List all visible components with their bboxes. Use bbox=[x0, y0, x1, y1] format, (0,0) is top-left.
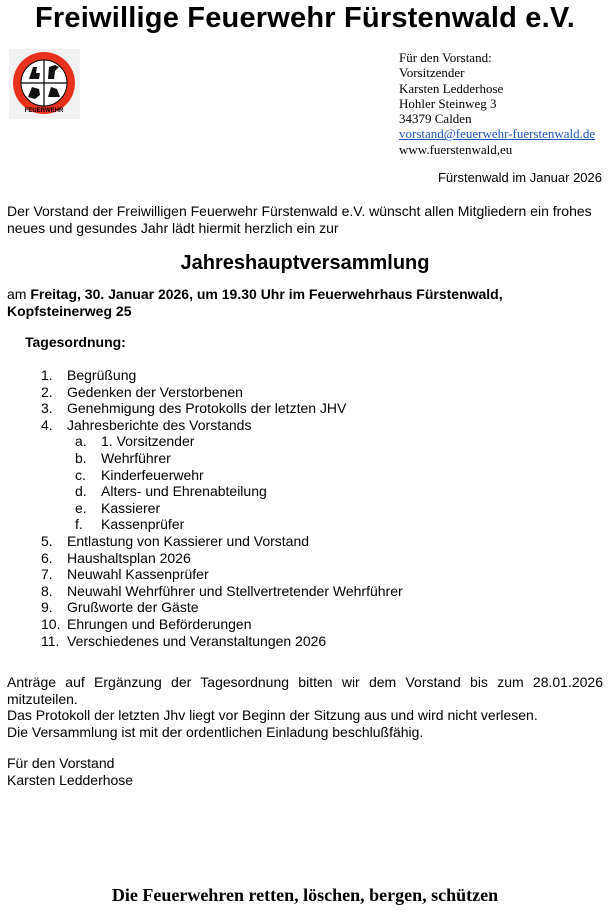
fire-brigade-emblem-icon bbox=[9, 49, 80, 119]
event-date-location: Freitag, 30. Januar 2026, um 19.30 Uhr im Feuerwehrhaus Fürstenwald, Kopfsteinerweg 25 bbox=[7, 286, 503, 319]
agenda-item bbox=[41, 599, 403, 616]
notes-line: mitzuteilen. bbox=[7, 690, 78, 707]
item-text: Gedenken der Verstorbenen bbox=[67, 383, 243, 400]
subitem-letter: f. bbox=[75, 516, 83, 533]
meeting-heading: Jahreshauptversammlung bbox=[180, 252, 430, 274]
subitem-letter: d. bbox=[75, 483, 87, 500]
agenda-item bbox=[41, 583, 403, 600]
item-number: 4. bbox=[41, 416, 53, 433]
address-line: Vorsitzender bbox=[399, 65, 465, 81]
subitem-letter: e. bbox=[75, 499, 87, 516]
item-number: 7. bbox=[41, 566, 53, 583]
subitem-letter: b. bbox=[75, 449, 87, 466]
subitem-text: Kassenprüfer bbox=[101, 516, 185, 533]
item-text: Neuwahl Wehrführer und Stellvertretender Wehrführer bbox=[67, 582, 403, 599]
agenda-subitem bbox=[41, 433, 403, 450]
svg-text:FEUERWEHR: FEUERWEHR bbox=[24, 108, 64, 114]
agenda-item bbox=[41, 384, 403, 401]
subitem-text: Alters- und Ehrenabteilung bbox=[101, 483, 267, 500]
item-number: 5. bbox=[41, 532, 53, 549]
notes-paragraph bbox=[7, 674, 603, 740]
agenda-item bbox=[41, 566, 403, 583]
agenda-item bbox=[41, 367, 403, 384]
item-text: Haushaltsplan 2026 bbox=[67, 549, 191, 566]
item-number: 6. bbox=[41, 549, 53, 566]
footer-motto: Die Feuerwehren retten, löschen, bergen, schützen bbox=[111, 885, 499, 905]
item-number: 11. bbox=[41, 632, 60, 649]
agenda-list bbox=[41, 367, 403, 649]
notes-line: Das Protokoll der letzten Jhv liegt vor Beginn der Sitzung aus und wird nicht verlesen. bbox=[7, 707, 538, 723]
item-text: Begrüßung bbox=[67, 367, 137, 383]
item-number: 3. bbox=[41, 400, 53, 417]
intro-paragraph: Der Vorstand der Freiwilligen Feuerwehr Fürstenwald e.V. wünscht allen Mitgliedern ein frohes neues und gesundes Jahr lädt hiermit herzlich ein zur bbox=[7, 203, 592, 236]
website-text: www.fuerstenwald,eu bbox=[399, 141, 513, 157]
item-text: Grußworte der Gäste bbox=[67, 599, 199, 616]
item-text: Jahresberichte des Vorstands bbox=[67, 416, 252, 433]
event-prefix: am bbox=[7, 286, 31, 302]
signoff-name: Karsten Ledderhose bbox=[7, 771, 134, 788]
subitem-text: Kinderfeuerwehr bbox=[101, 466, 204, 483]
address-line: Karsten Ledderhose bbox=[399, 80, 504, 96]
signoff-line: Für den Vorstand bbox=[7, 755, 115, 771]
agenda-item bbox=[41, 417, 403, 434]
agenda-item bbox=[41, 616, 403, 633]
item-number: 1. bbox=[41, 367, 53, 383]
agenda-subitem bbox=[41, 467, 403, 484]
agenda-subitem bbox=[41, 483, 403, 500]
notes-line: Anträge auf Ergänzung der Tagesordnung bitten wir dem Vorstand bis zum 28.01.2026 bbox=[7, 674, 603, 690]
item-number: 10. bbox=[41, 615, 61, 632]
item-text: Neuwahl Kassenprüfer bbox=[67, 566, 209, 583]
signoff bbox=[7, 755, 133, 788]
subitem-text: Wehrführer bbox=[101, 449, 171, 466]
agenda-label: Tagesordnung: bbox=[25, 334, 126, 350]
agenda-subitem bbox=[41, 516, 403, 533]
agenda-subitem bbox=[41, 500, 403, 517]
agenda-subitem bbox=[41, 450, 403, 467]
item-text: Verschiedenes und Veranstaltungen 2026 bbox=[67, 632, 327, 649]
sender-address bbox=[399, 50, 595, 157]
item-number: 9. bbox=[41, 599, 53, 616]
item-text: Genehmigung des Protokolls der letzten JHV bbox=[67, 400, 347, 417]
subitem-letter: c. bbox=[75, 466, 86, 483]
item-number: 8. bbox=[41, 582, 53, 599]
event-details bbox=[7, 286, 603, 319]
agenda-item bbox=[41, 400, 403, 417]
address-line: Hohler Steinweg 3 bbox=[399, 95, 497, 111]
address-line: 34379 Calden bbox=[399, 111, 472, 127]
notes-line: Die Versammlung ist mit der ordentlichen Einladung beschlußfähig. bbox=[7, 723, 424, 740]
document-title: Freiwillige Feuerwehr Fürstenwald e.V. bbox=[35, 2, 575, 34]
agenda-item bbox=[41, 633, 403, 650]
address-line: Für den Vorstand: bbox=[399, 50, 492, 65]
subitem-text: Kassierer bbox=[101, 499, 161, 516]
dateline: Fürstenwald im Januar 2026 bbox=[437, 170, 602, 185]
fire-brigade-logo bbox=[9, 49, 80, 119]
item-number: 2. bbox=[41, 383, 53, 400]
agenda-item bbox=[41, 533, 403, 550]
item-text: Entlastung von Kassierer und Vorstand bbox=[67, 532, 310, 549]
item-text: Ehrungen und Beförderungen bbox=[67, 615, 252, 632]
subitem-letter: a. bbox=[75, 433, 87, 450]
agenda-item bbox=[41, 550, 403, 567]
email-link[interactable]: vorstand@feuerwehr-fuerstenwald.de bbox=[399, 126, 596, 142]
subitem-text: 1. Vorsitzender bbox=[101, 433, 195, 450]
